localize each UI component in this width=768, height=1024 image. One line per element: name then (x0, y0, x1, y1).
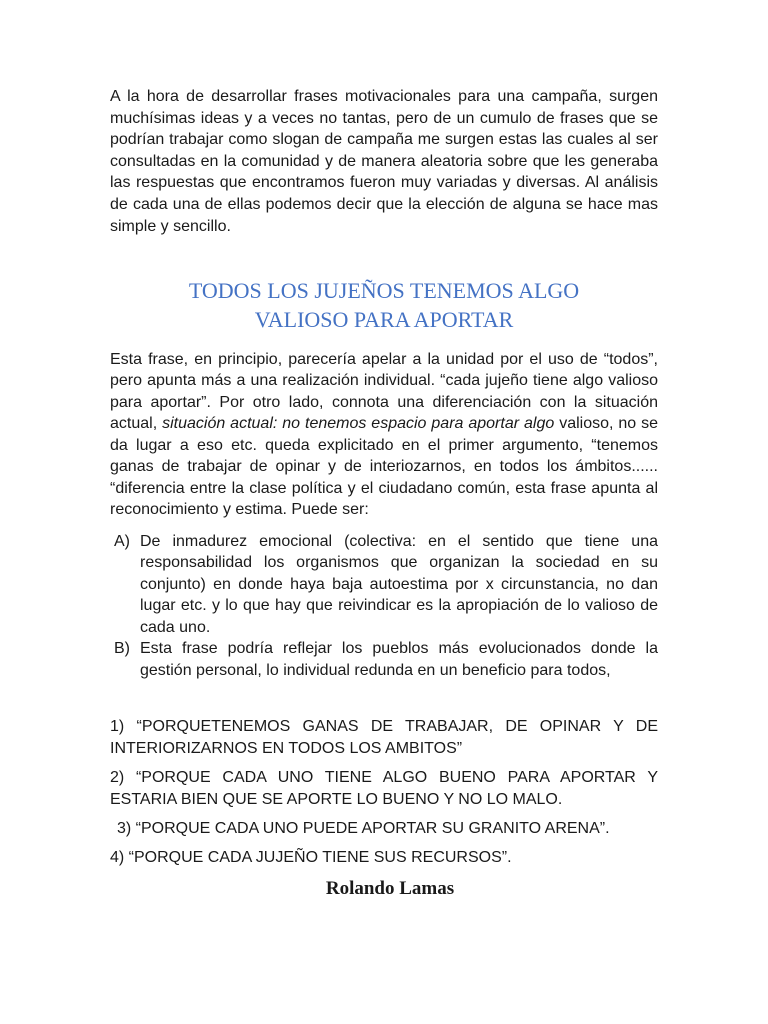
analysis-italic-text: situación actual: no tenemos espacio para aportar algo (162, 415, 555, 433)
alpha-list (110, 531, 658, 682)
section-heading (110, 276, 658, 334)
slogan-2: 2) “PORQUE CADA UNO TIENE ALGO BUENO PARA APORTAR Y ESTARIA BIEN QUE SE APORTE LO BUENO Y NO LO MALO. (110, 769, 658, 808)
list-marker: A) (114, 532, 130, 550)
list-item-a (110, 531, 658, 639)
list-item-text: Esta frase podría reflejar los pueblos más evolucionados donde la gestión personal, lo individual redunda en un beneficio para todos, (140, 640, 658, 679)
author-signature: Rolando Lamas (325, 878, 455, 900)
list-marker: B) (114, 640, 130, 658)
heading-line-1: TODOS LOS JUJEÑOS TENEMOS ALGO (188, 278, 580, 304)
analysis-paragraph (110, 349, 658, 521)
list-item-b (110, 638, 658, 681)
slogan-1: 1) “PORQUETENEMOS GANAS DE TRABAJAR, DE OPINAR Y DE INTERIORIZARNOS EN TODOS LOS AMBITOS” (110, 718, 658, 757)
heading-line-2: VALIOSO PARA APORTAR (254, 307, 514, 333)
slogan-4: 4) “PORQUE CADA JUJEÑO TIENE SUS RECURSOS”. (110, 848, 512, 866)
slogan-3: 3) “PORQUE CADA UNO PUEDE APORTAR SU GRANITO ARENA”. (117, 820, 610, 838)
document-page (110, 86, 658, 901)
list-item-text: De inmadurez emocional (colectiva: en el sentido que tiene una responsabilidad los organismos que organizan la sociedad en su conjunto) en donde haya baja autoestima por x circunstancia, no dan lugar etc. y lo que hay que reivindicar es la apropiación de lo valioso de cada uno. (140, 532, 658, 636)
analysis-text-end: valioso, no se da lugar a eso etc. queda explicitado en el primer argumento, “tenemos ganas de trabajar de opinar y de interiozarnos, en todos los ámbitos...... “diferencia entre la clase política y el ciudadano común, esta frase apunta al reconocimiento y estima. Puede ser: (110, 415, 659, 519)
analysis-text-start: Esta frase, en principio, parecería apelar a la unidad por el uso de “todos”, pero apunta más a una realización individual. “cada jujeño tiene algo valioso para aportar”. Por otro lado, connota una diferenciación con la situación actual, (110, 350, 658, 433)
intro-paragraph: A la hora de desarrollar frases motivacionales para una campaña, surgen muchísimas ideas y a veces no tantas, pero de un cumulo de frases que se podrían trabajar como slogan de campaña me surgen estas las cuales al ser consultadas en la comunidad y de manera aleatoria sobre que les generaba las respuestas que encontramos fueron muy variadas y diversas. Al análisis de cada una de ellas podemos decir que la elección de alguna se hace mas simple y sencillo. (110, 88, 658, 235)
